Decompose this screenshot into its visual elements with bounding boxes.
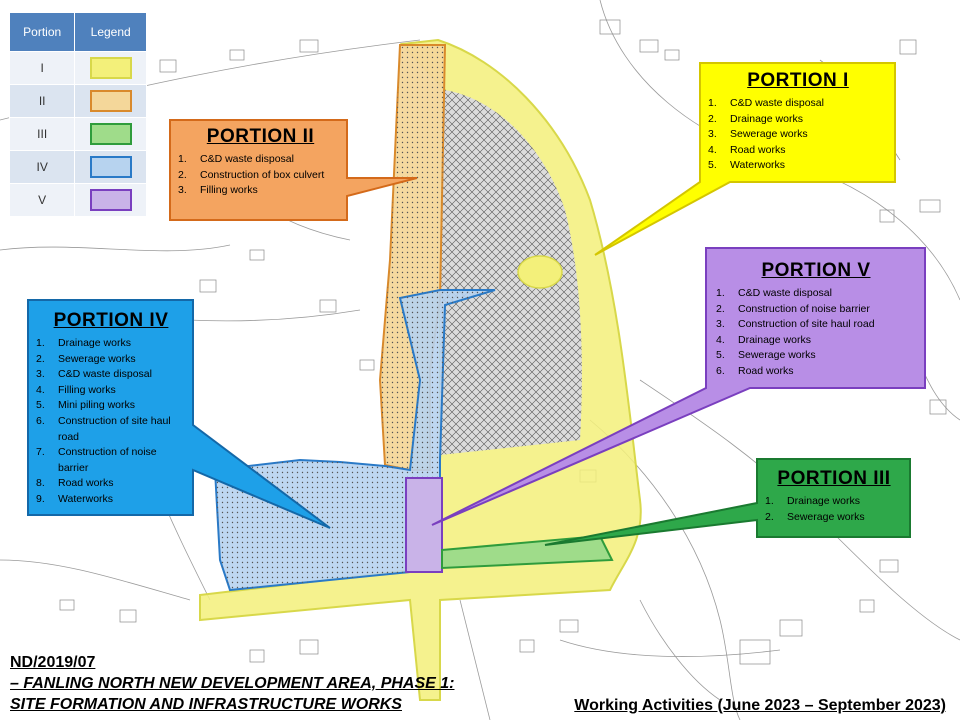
- activity-number: 3.: [716, 318, 725, 331]
- activity-text: Sewerage works: [730, 128, 808, 141]
- activity-number: 5.: [36, 399, 45, 412]
- legend-cell: [75, 85, 147, 118]
- activity-number: 1.: [178, 153, 187, 165]
- activity-text: C&D waste disposal: [730, 97, 824, 109]
- activity-number: 5.: [708, 159, 717, 172]
- activity-number: 1.: [36, 337, 45, 349]
- activity-number: 2.: [765, 510, 774, 523]
- legend-cell: [75, 151, 147, 184]
- portion-5-title: PORTION V: [761, 260, 871, 281]
- activity-text: Drainage works: [730, 112, 803, 125]
- activity-item: [36, 414, 186, 445]
- portion-1-blob: [518, 256, 562, 288]
- portion-2-title: PORTION II: [206, 126, 315, 147]
- portion-3-list: [765, 494, 903, 525]
- portion-3-title: PORTION III: [777, 468, 891, 489]
- portion-1-title: PORTION I: [747, 70, 849, 91]
- activity-text: Waterworks: [58, 492, 114, 505]
- legend-cell: [75, 118, 147, 151]
- activity-item: [716, 286, 916, 302]
- activity-text: Road works: [730, 143, 786, 156]
- activity-number: 6.: [36, 414, 45, 427]
- activity-number: 1.: [716, 287, 725, 299]
- activity-item: [708, 96, 888, 112]
- activity-item: [36, 398, 186, 414]
- portion-1-list: [708, 96, 888, 174]
- legend-cell: [75, 184, 147, 217]
- activity-text: Waterworks: [730, 159, 786, 172]
- activity-number: 2.: [716, 302, 725, 315]
- activity-item: [765, 494, 903, 510]
- activity-item: [716, 364, 916, 380]
- activity-number: 2.: [36, 352, 45, 365]
- activity-text: Drainage works: [738, 333, 811, 346]
- legend-portion-label: V: [10, 184, 75, 217]
- activity-text: Construction of noise barrier: [58, 446, 157, 474]
- legend-header-legend: Legend: [75, 13, 147, 52]
- contract-number: ND/2019/07: [10, 654, 96, 671]
- portion-3-text: [765, 468, 903, 525]
- title-block: [10, 652, 454, 715]
- portion-5-list: [716, 286, 916, 380]
- activity-number: 3.: [178, 184, 187, 197]
- activity-text: Construction of noise barrier: [738, 302, 870, 315]
- activity-item: [36, 352, 186, 368]
- activity-item: [716, 333, 916, 349]
- activity-number: 1.: [708, 97, 717, 109]
- activity-text: Mini piling works: [58, 399, 136, 412]
- activity-text: Construction of box culvert: [200, 168, 325, 181]
- activity-item: [36, 367, 186, 383]
- portion-4-title: PORTION IV: [53, 310, 169, 331]
- activity-text: Drainage works: [58, 337, 131, 349]
- activity-number: 2.: [178, 168, 187, 181]
- activity-number: 5.: [716, 349, 725, 362]
- activity-item: [716, 302, 916, 318]
- activity-item: [36, 445, 186, 476]
- activity-text: Filling works: [58, 383, 116, 396]
- portion-5-text: [716, 260, 916, 380]
- activity-text: C&D waste disposal: [58, 368, 152, 381]
- project-title-line1: – FANLING NORTH NEW DEVELOPMENT AREA, PHASE 1:: [10, 675, 455, 692]
- activity-item: [708, 127, 888, 143]
- portion-4-list: [36, 336, 186, 508]
- activity-text: Drainage works: [787, 495, 860, 507]
- activity-item: [708, 143, 888, 159]
- activity-number: 4.: [716, 333, 725, 346]
- activity-number: 8.: [36, 477, 45, 490]
- working-period: Working Activities (June 2023 – September 2023): [574, 697, 946, 714]
- activity-number: 1.: [765, 495, 774, 507]
- legend-table: [9, 12, 147, 217]
- activity-number: 4.: [36, 383, 45, 396]
- activity-text: C&D waste disposal: [738, 287, 832, 299]
- activity-item: [178, 183, 343, 199]
- activity-item: [765, 510, 903, 526]
- activity-text: C&D waste disposal: [200, 153, 294, 165]
- activity-item: [36, 383, 186, 399]
- project-title-line2: SITE FORMATION AND INFRASTRUCTURE WORKS: [10, 696, 402, 713]
- portion-4-text: [36, 310, 186, 508]
- activity-item: [716, 348, 916, 364]
- legend-header-portion: Portion: [10, 13, 75, 52]
- portion-1-text: [708, 70, 888, 174]
- activity-number: 7.: [36, 446, 45, 459]
- activity-text: Sewerage works: [738, 349, 816, 362]
- activity-item: [36, 492, 186, 508]
- activity-text: Road works: [738, 364, 794, 377]
- activity-text: Filling works: [200, 184, 258, 197]
- activity-number: 4.: [708, 143, 717, 156]
- legend-portion-label: III: [10, 118, 75, 151]
- legend-portion-label: I: [10, 52, 75, 85]
- activity-item: [36, 336, 186, 352]
- activity-text: Sewerage works: [787, 510, 865, 523]
- activity-text: Construction of site haul road: [738, 318, 875, 331]
- legend-swatch-portion-5: [90, 189, 132, 211]
- legend-swatch-portion-4: [90, 156, 132, 178]
- legend-swatch-portion-1: [90, 57, 132, 79]
- activity-item: [178, 152, 343, 168]
- activity-text: Sewerage works: [58, 352, 136, 365]
- activity-item: [716, 317, 916, 333]
- activity-item: [178, 168, 343, 184]
- activity-text: Road works: [58, 477, 114, 490]
- portion-2-list: [178, 152, 343, 199]
- legend-swatch-portion-2: [90, 90, 132, 112]
- legend-cell: [75, 52, 147, 85]
- activity-number: 3.: [36, 368, 45, 381]
- activity-item: [36, 476, 186, 492]
- legend-portion-label: IV: [10, 151, 75, 184]
- portion-5-area: [406, 478, 442, 572]
- activity-item: [708, 158, 888, 174]
- portion-2-text: [178, 126, 343, 199]
- activity-number: 9.: [36, 492, 45, 505]
- activity-number: 6.: [716, 364, 725, 377]
- legend-portion-label: II: [10, 85, 75, 118]
- activity-number: 2.: [708, 112, 717, 125]
- activity-text: Construction of site haul road: [58, 414, 171, 443]
- legend-swatch-portion-3: [90, 123, 132, 145]
- activity-item: [708, 112, 888, 128]
- activity-number: 3.: [708, 128, 717, 141]
